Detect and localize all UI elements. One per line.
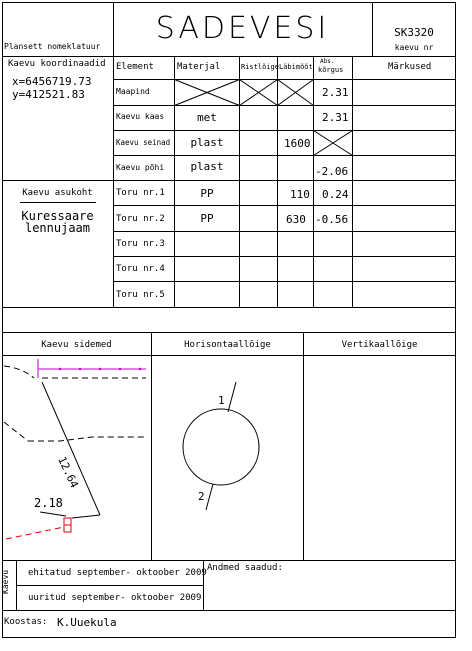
row-height: 0.24 (322, 188, 349, 201)
row-height: 2.31 (322, 111, 349, 124)
location-line2: lennujaam (24, 221, 91, 235)
well-circle (183, 409, 259, 485)
row-material: PP (200, 212, 214, 225)
row-element: Kaevu seinad (116, 138, 171, 147)
col-header-diameter: Läbimõõt (279, 63, 313, 71)
pipe-1-label: 1 (218, 394, 225, 407)
row-element: Toru nr.2 (116, 214, 165, 224)
row-element: Kaevu põhi (116, 163, 165, 172)
row-element: Toru nr.3 (116, 239, 165, 249)
row-material: plast (190, 160, 224, 173)
section-horizontal: Horisontaallõige (184, 340, 271, 350)
row-height: -2.06 (315, 165, 349, 178)
row-diameter: 1600 (284, 137, 311, 150)
col-header-abs1: Abs. (320, 58, 335, 65)
row-height: 2.31 (322, 86, 349, 99)
footer-author: K.Uuekula (57, 616, 117, 629)
pipe-2-line (206, 484, 213, 510)
coord-y: y=412521.83 (12, 88, 85, 101)
col-header-cross: Ristlõige (241, 63, 279, 71)
well-number-label: kaevu nr (394, 43, 434, 52)
row-element: Toru nr.5 (116, 290, 165, 300)
row-element: Toru nr.4 (116, 264, 165, 274)
col-header-abs2: kõrgus (318, 66, 344, 74)
location-line1: Kuressaare (21, 209, 94, 223)
row-element: Maapind (116, 87, 150, 96)
section-connections: Kaevu sidemed (41, 340, 112, 350)
col-header-element: Element (116, 62, 154, 72)
section-vertical: Vertikaallõige (341, 340, 418, 350)
pipe-1-line (228, 382, 236, 412)
row-diameter: 110 (290, 188, 310, 201)
col-header-notes: Märkused (388, 62, 432, 72)
coord-x: x=6456719.73 (12, 75, 92, 88)
row-height: -0.56 (315, 213, 349, 226)
sketch-height-label: 2.18 (34, 496, 63, 510)
well-number: SK3320 (394, 26, 434, 39)
footer-author-label: Koostas: (4, 617, 48, 627)
footer-surveyed: uuritud september- oktoober 2009 (28, 593, 202, 603)
row-material: plast (190, 136, 224, 149)
col-header-material: Materjal (177, 62, 221, 72)
row-material: PP (200, 187, 214, 200)
row-diameter: 630 (286, 213, 306, 226)
location-label: Kaevu asukoht (22, 188, 93, 198)
row-element: Kaevu kaas (116, 112, 165, 121)
footer-side-label: Kaevu (1, 569, 10, 594)
footer-data-label: Andmed saadud: (207, 563, 283, 573)
footer-built: ehitatud september- oktoober 2009 (28, 568, 207, 578)
row-material: met (197, 111, 217, 124)
sketch-length-label: 12.64 (55, 454, 81, 491)
row-element: Toru nr.1 (116, 188, 165, 198)
coords-label: Kaevu koordinaadid (8, 59, 106, 69)
pipe-2-label: 2 (198, 490, 205, 503)
page-title: SADEVESI (155, 11, 330, 46)
plan-label: Plansett nomeklatuur (4, 42, 101, 51)
